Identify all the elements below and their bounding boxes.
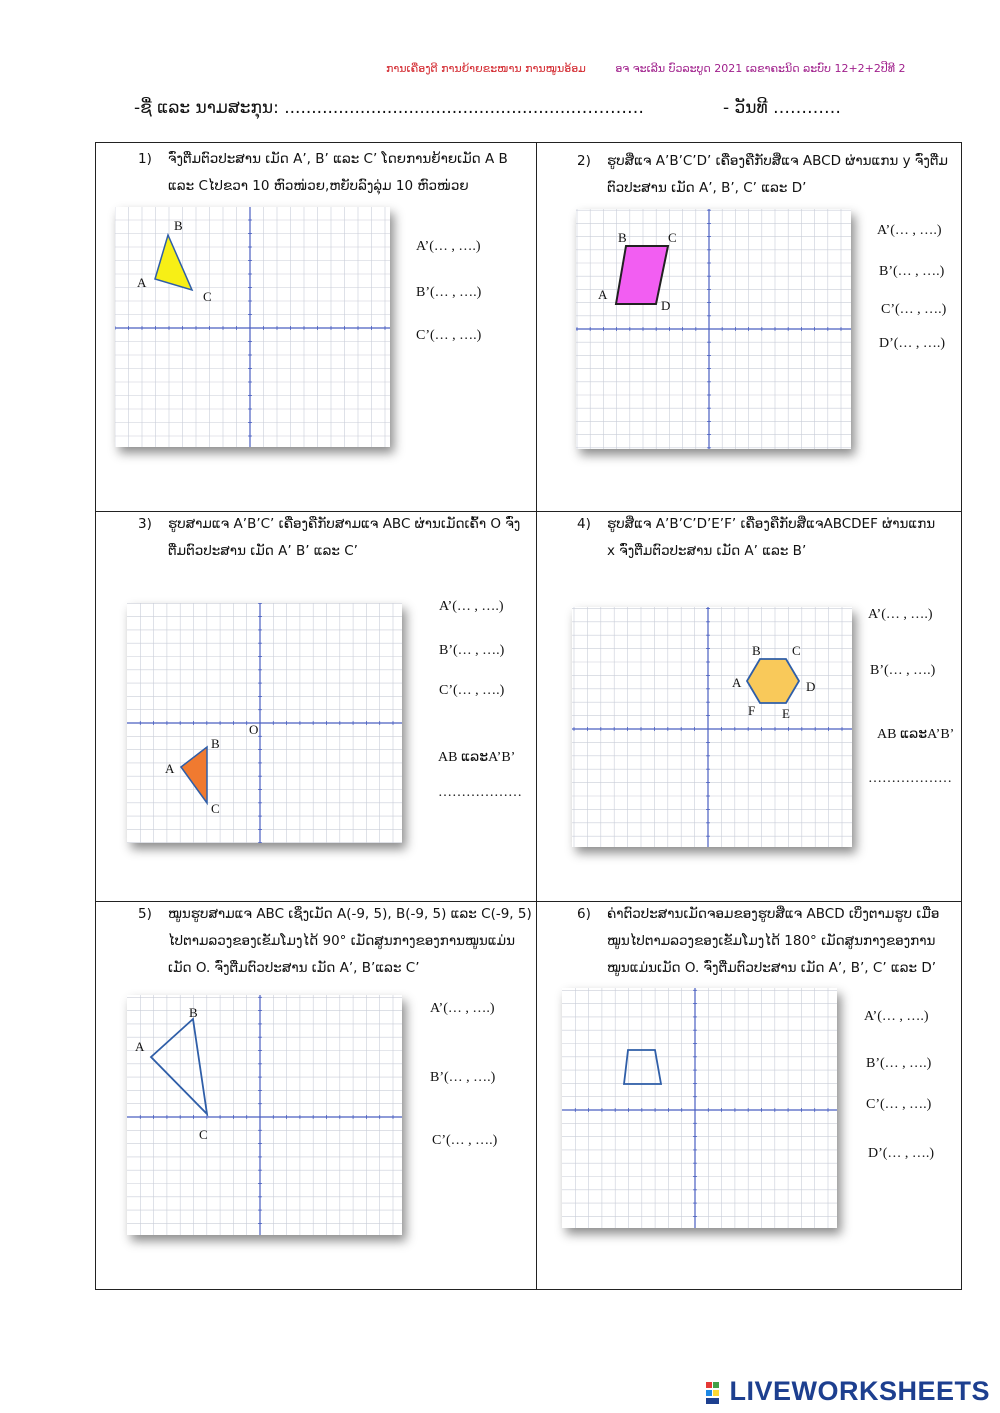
point-label: B: [189, 1005, 198, 1020]
answer-a-prime[interactable]: A’(… , ….): [439, 599, 504, 614]
exercise-table: [95, 142, 962, 1290]
question-number: 4): [577, 516, 591, 532]
point-label: D: [806, 679, 816, 694]
point-label: C: [199, 1127, 208, 1142]
answer-b-prime[interactable]: B’(… , ….): [866, 1056, 932, 1071]
point-label: A: [135, 1039, 145, 1054]
hexagon-abcdef: [747, 659, 799, 703]
triangle-abc: [181, 747, 207, 803]
question-text: ຈົ່ງຕື່ມຕົວປະສານ ເມັດ A’, B’ ແລະ C’ ໂດຍການຍ້າຍເມັດ A B ແລະ Cໄປຂວາ 10 ຫົວໜ່ວຍ,ຫຍັບລົງລຸ່ມ 10 ຫົວໜ່ວຍ: [168, 151, 508, 194]
coordinate-plane-5: [127, 995, 402, 1235]
answer-b-prime[interactable]: B’(… , ….): [439, 643, 505, 658]
grid-lines: [562, 988, 837, 1228]
point-label: C: [203, 289, 212, 304]
point-label: O: [249, 722, 259, 737]
coordinate-plane-6: [562, 988, 837, 1228]
name-field-line: -ຊື່ ແລະ ນາມສະກຸນ: ......................................................…………: [134, 98, 645, 118]
answer-d-prime[interactable]: D’(… , ….): [879, 336, 946, 351]
answer-a-prime[interactable]: A’(… , ….): [416, 239, 481, 254]
answer-c-prime[interactable]: C’(… , ….): [439, 683, 505, 698]
answer-b-prime[interactable]: B’(… , ….): [879, 264, 945, 279]
trapezoid-abcd: [624, 1050, 661, 1084]
answer-ab-blank[interactable]: ………………: [438, 785, 522, 800]
answer-a-prime[interactable]: A’(… , ….): [877, 223, 942, 238]
liveworksheets-logo-icon: [706, 1382, 726, 1404]
answer-b-prime[interactable]: B’(… , ….): [430, 1070, 496, 1085]
coordinate-plane-1: [115, 207, 390, 447]
question-text: ຮູບສາມແຈ A’B’C’ ເຄື່ອງຄືກັບສາມແຈ ABC ຜ່ານເມັດເຄົ້າ O ຈົ່ງຕື່ມຕົວປະສານ ເມັດ A’ B’ ແລະ C’: [168, 516, 521, 559]
quadrilateral-abcd: [616, 246, 668, 304]
question-number: 2): [577, 153, 591, 169]
answer-a-prime[interactable]: A’(… , ….): [868, 607, 933, 622]
answer-b-prime[interactable]: B’(… , ….): [416, 285, 482, 300]
question-number: 1): [138, 151, 152, 167]
point-label: B: [174, 218, 183, 233]
question-text: ຮູບສີ່ແຈ A’B’C’D’ ເຄື່ອງຄືກັບສີ່ແຈ ABCD ຜ່ານແກນ y ຈົ່ງຕື່ມຕົວປະສານ ເມັດ A’, B’, C’ ແລະ D’: [607, 153, 949, 196]
question-number: 3): [138, 516, 152, 532]
triangle-abc: [155, 235, 192, 290]
coordinate-plane-4: [572, 607, 852, 847]
point-label: A: [165, 761, 175, 776]
worksheet-header: [386, 62, 905, 75]
grid-lines: [115, 207, 390, 447]
answer-a-prime[interactable]: A’(… , ….): [864, 1009, 929, 1024]
point-label: A: [137, 275, 147, 290]
point-label: E: [782, 706, 790, 721]
question-text: ຄ່າຕົວປະສານເມັດຈອມຂອງຮູບສີ່ແຈ ABCD ເບິ່ງຕາມຮູບ ເມື່ອໝູນໄປຕາມລວງຂອງເຂັມໂມງໄດ້ 180° ເມັດສູນກາງຂອງການໝູນແມ່ນເມັດ O. ຈົ່ງຕື່ມຕົວປະສານ ເມັດ A’, B’, C’ ແລະ D’: [607, 906, 940, 976]
header-author: ອຈ ຈະເລີນ ບົວລະບູດ 2021 ເລຂາຄະນິດ ລະບົບ 12+2+2ປີທີ 2: [615, 62, 906, 75]
answer-c-prime[interactable]: C’(… , ….): [881, 302, 947, 317]
coordinate-plane-3: [127, 603, 402, 843]
point-label: D: [661, 298, 671, 313]
point-label: C: [792, 643, 801, 658]
point-label: C: [211, 801, 220, 816]
date-field-line: - ວັນທີ …………: [723, 98, 842, 118]
question-number: 5): [138, 906, 152, 922]
question-text: ຮູບສີ່ແຈ A’B’C’D’E’F’ ເຄື່ອງຄືກັບສີ່ແຈABCDEF ຜ່ານແກນ x ຈົ່ງຕື່ມຕົວປະສານ ເມັດ A’ ແລະ B’: [607, 516, 936, 559]
answer-b-prime[interactable]: B’(… , ….): [870, 663, 936, 678]
answer-ab-label: AB ແລະA’B’: [438, 750, 516, 765]
answer-ab-blank[interactable]: ………………: [868, 771, 952, 786]
answer-c-prime[interactable]: C’(… , ….): [432, 1133, 498, 1148]
coordinate-plane-2: [576, 209, 851, 449]
point-label: A: [598, 287, 608, 302]
point-label: F: [748, 703, 756, 718]
point-label: C: [668, 230, 677, 245]
point-label: B: [752, 643, 761, 658]
point-label: A: [732, 675, 742, 690]
brand-name: LIVEWORKSHEETS: [729, 1376, 990, 1406]
answer-c-prime[interactable]: C’(… , ….): [416, 328, 482, 343]
question-number: 6): [577, 906, 591, 922]
point-label: B: [211, 736, 220, 751]
point-label: B: [618, 230, 627, 245]
triangle-abc: [151, 1019, 207, 1114]
liveworksheets-logo: [706, 1376, 990, 1407]
header-title: ການເຄື່ອງຕີ ການຍ້າຍຂະໜານ ການໝູນອ້ອມ: [386, 62, 586, 75]
answer-ab-label: AB ແລະA’B’: [877, 727, 955, 742]
grid-lines: [127, 995, 402, 1235]
answer-d-prime[interactable]: D’(… , ….): [868, 1146, 935, 1161]
answer-c-prime[interactable]: C’(… , ….): [866, 1097, 932, 1112]
answer-a-prime[interactable]: A’(… , ….): [430, 1001, 495, 1016]
question-text: ໝູນຮູບສາມແຈ ABC ເຊິ່ງເມັດ A(-9, 5), B(-9, 5) ແລະ C(-9, 5) ໄປຕາມລວງຂອງເຂັມໂມງໄດ້ 90° ເມັດສູນກາງຂອງການໝູນແມ່ນເມັດ O. ຈົ່ງຕື່ມຕົວປະສານ ເມັດ A’, B’ແລະ C’: [168, 906, 532, 976]
